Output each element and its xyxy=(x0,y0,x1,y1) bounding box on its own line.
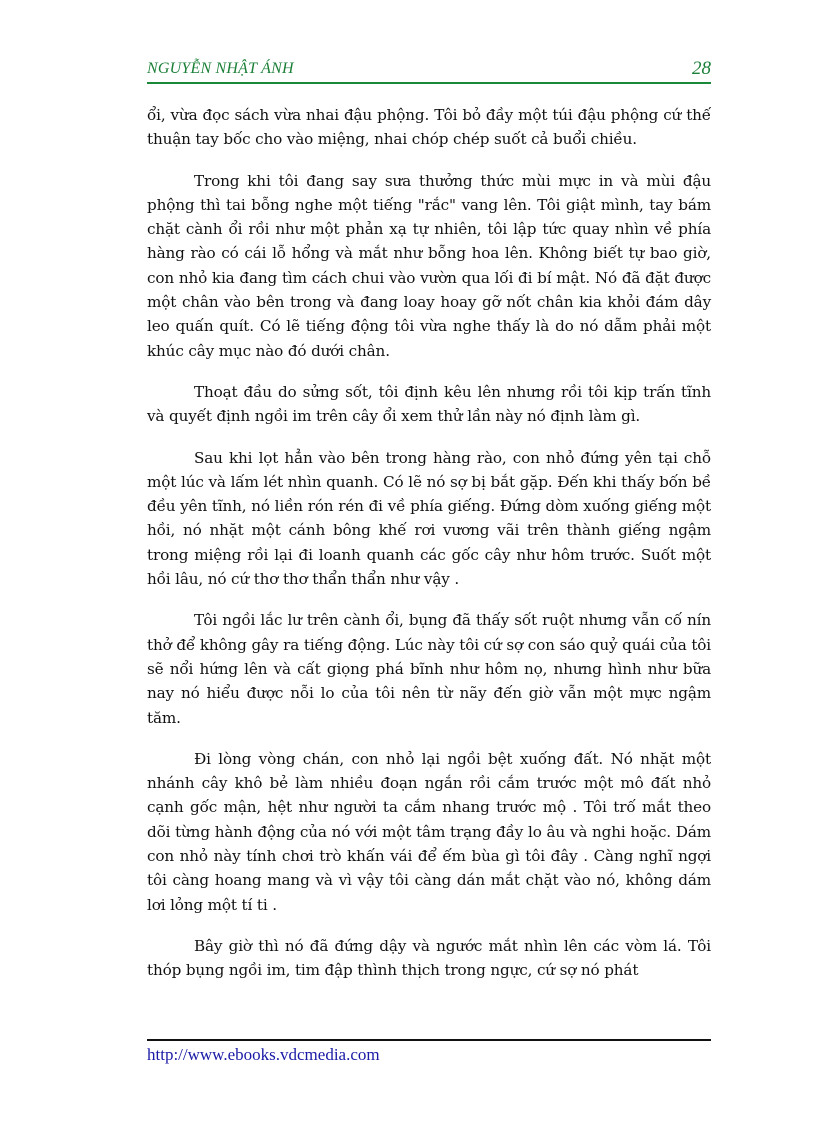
page-footer xyxy=(147,1039,711,1065)
paragraph: Thoạt đầu do sửng sốt, tôi định kêu lên nhưng rồi tôi kịp trấn tĩnh và quyết định ngồi im trên cây ổi xem thử lần này nó định làm gì. xyxy=(147,382,711,426)
paragraph: Trong khi tôi đang say sưa thưởng thức mùi mực in và mùi đậu phộng thì tai bỗng nghe một tiếng "rắc" vang lên. Tôi giật mình, tay bám chặt cành ổi rồi như một phản xạ tự nhiên, tôi lập tức quay nhìn về phía hàng rào có cái lỗ hổng và mắt như bỗng hoa lên. Không biết tự bao giờ, con nhỏ kia đang tìm cách chui vào vườn qua lối đi bí mật. Nó đã đặt được một chân vào bên trong và đang loay hoay gỡ nốt chân kia khỏi đám dây leo quấn quít. Có lẽ tiếng động tôi vừa nghe thấy là do nó dẫm phải một khúc cây mục nào đó dưới chân. xyxy=(147,171,711,360)
author-name: NGUYỄN NHẬT ÁNH xyxy=(147,60,294,77)
page-number: 28 xyxy=(692,58,711,79)
paragraph: Tôi ngồi lắc lư trên cành ổi, bụng đã thấy sốt ruột nhưng vẫn cố nín thở để không gây ra tiếng động. Lúc này tôi cứ sợ con sáo quỷ quái của tôi sẽ nổi hứng lên và cất giọng phá bĩnh như hôm nọ, nhưng hình như bữa nay nó hiểu được nỗi lo của tôi nên từ nãy đến giờ vẫn một mực ngậm tăm. xyxy=(147,611,711,727)
website-link[interactable]: http://www.ebooks.vdcmedia.com xyxy=(147,1045,380,1064)
page-header xyxy=(147,60,711,84)
paragraph: Đi lòng vòng chán, con nhỏ lại ngồi bệt xuống đất. Nó nhặt một nhánh cây khô bẻ làm nhiều đoạn ngắn rồi cắm trước một mô đất nhỏ cạnh gốc mận, hệt như người ta cắm nhang trước mộ . Tôi trố mắt theo dõi từng hành động của nó với một tâm trạng đầy lo âu và nghi hoặc. Dám con nhỏ này tính chơi trò khấn vái để ếm bùa gì tôi đây . Càng nghĩ ngợi tôi càng hoang mang và vì vậy tôi càng dán mắt chặt vào nó, không dám lơi lỏng một tí ti . xyxy=(147,749,711,914)
paragraph-continuation: ổi, vừa đọc sách vừa nhai đậu phộng. Tôi bỏ đầy một túi đậu phộng cứ thế thuận tay bốc cho vào miệng, nhai chóp chép suốt cả buổi chiều. xyxy=(147,106,711,149)
paragraph: Bây giờ thì nó đã đứng dậy và ngước mắt nhìn lên các vòm lá. Tôi thóp bụng ngồi im, tim đập thình thịch trong ngực, cứ sợ nó phát xyxy=(147,936,711,980)
paragraph: Sau khi lọt hẳn vào bên trong hàng rào, con nhỏ đứng yên tại chỗ một lúc và lấm lét nhìn quanh. Có lẽ nó sợ bị bắt gặp. Đến khi thấy bốn bề đều yên tĩnh, nó liền rón rén đi về phía giếng. Đứng dòm xuống giếng một hồi, nó nhặt một cánh bông khế rơi vương vãi trên thành giếng ngậm trong miệng rồi lại đi loanh quanh các gốc cây như hôm trước. Suốt một hồi lâu, nó cứ thơ thơ thẩn thẩn như vậy . xyxy=(147,448,711,589)
body-text xyxy=(147,103,711,1000)
